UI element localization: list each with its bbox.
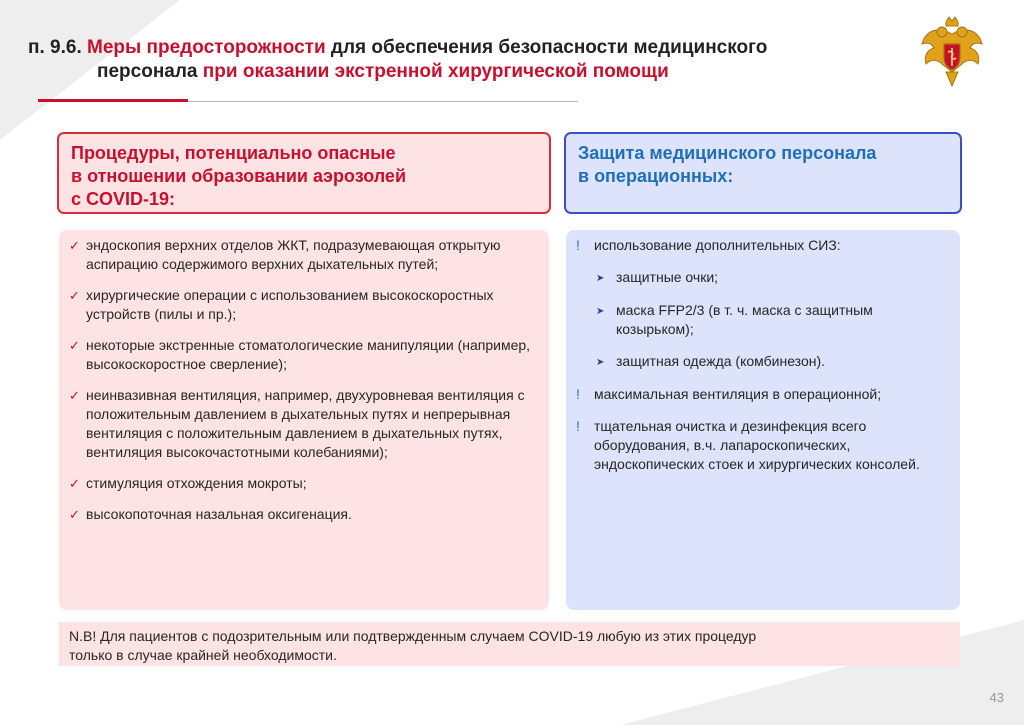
title-part3: персонала (97, 61, 198, 82)
left-header-box (57, 132, 551, 214)
checkmark-icon: ✓ (69, 338, 80, 353)
list-item: ! тщательная очистка и дезинфекция всего оборудования, в.ч. лапароскопических, эндоскопических стоек и хирургических консолей. (576, 418, 920, 472)
list-item: ✓ хирургические операции с использованием высокоскоростных устройств (пилы и пр.); (69, 287, 494, 322)
checkmark-icon: ✓ (69, 288, 80, 303)
note-line: только в случае крайней необходимости. (69, 647, 337, 663)
exclamation-icon: ! (576, 418, 580, 434)
arrow-bullet-icon: ➤ (596, 273, 605, 284)
exclamation-icon: ! (576, 386, 580, 402)
protection-list (566, 230, 960, 610)
page-number: 43 (989, 690, 1004, 705)
sub-list-item: ➤ маска FFP2/3 (в т. ч. маска с защитным козырьком); (596, 302, 873, 337)
list-item: ! максимальная вентиляция в операционной; (576, 386, 882, 402)
title-part1: Меры предосторожности (87, 37, 326, 58)
checkmark-icon: ✓ (69, 238, 80, 253)
list-item: ✓ неинвазивная вентиляция, например, двухуровневая вентиляция с положительным давлением в дыхательных путях и непрерывная вентиляция с положительным давлением в дыхательных путях, вентиляция высокочастотными колебаниями); (69, 387, 525, 460)
checkmark-icon: ✓ (69, 476, 80, 491)
title-underline (188, 101, 578, 102)
right-header-line: Защита медицинского персонала (578, 143, 877, 163)
page-title (28, 36, 888, 84)
checkmark-icon: ✓ (69, 507, 80, 522)
sub-list-item: ➤ защитные очки; (576, 268, 946, 288)
title-part4: при оказании экстренной хирургической помощи (202, 61, 669, 82)
left-header-line: Процедуры, потенциально опасные (71, 143, 396, 163)
procedures-list (59, 230, 549, 610)
title-number: п. 9.6. (28, 37, 82, 58)
title-underline-accent (38, 99, 188, 102)
list-item: ! использование дополнительных СИЗ: (576, 237, 841, 253)
title-part2: для обеспечения безопасности медицинского (330, 37, 768, 58)
double-headed-eagle-icon (918, 14, 986, 94)
checkmark-icon: ✓ (69, 388, 80, 403)
list-item: ✓ эндоскопия верхних отделов ЖКТ, подразумевающая открытую аспирацию содержимого верхних дыхательных путей; (69, 237, 501, 272)
left-header-line: в отношении образовании аэрозолей (71, 166, 407, 186)
arrow-bullet-icon: ➤ (596, 306, 605, 317)
arrow-bullet-icon: ➤ (596, 357, 605, 368)
list-item: ✓ некоторые экстренные стоматологические манипуляции (например, высокоскоростное сверление); (69, 337, 531, 372)
exclamation-icon: ! (576, 237, 580, 253)
right-header-line: в операционных: (578, 166, 734, 186)
sub-list-item: ➤ защитная одежда (комбинезон). (576, 352, 946, 372)
left-header-line: с COVID-19: (71, 189, 176, 209)
right-header-box (564, 132, 962, 214)
note-line: N.B! Для пациентов с подозрительным или подтвержденным случаем COVID-19 любую из этих процедур (69, 628, 757, 644)
list-item: ✓ высокопоточная назальная оксигенация. (69, 506, 352, 522)
list-item: ✓ стимуляция отхождения мокроты; (69, 475, 307, 491)
nb-note (59, 622, 960, 666)
